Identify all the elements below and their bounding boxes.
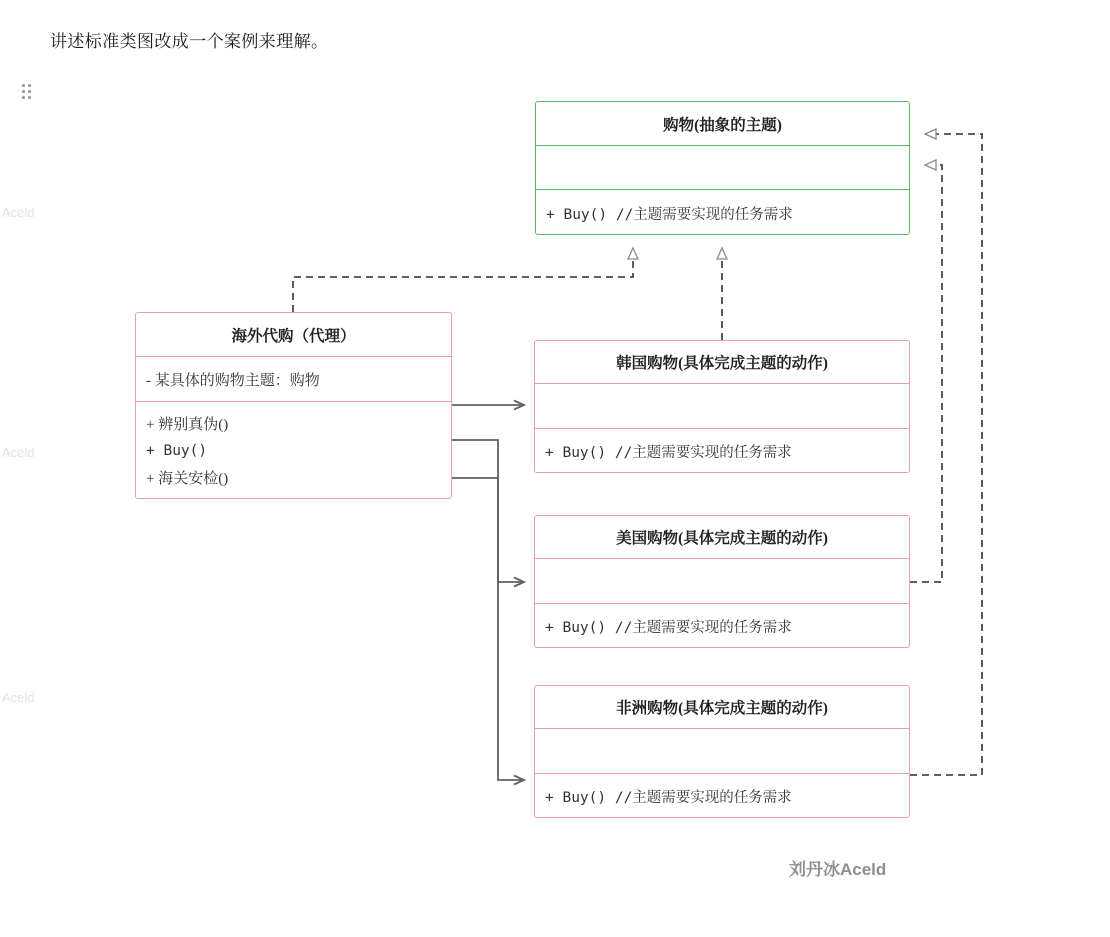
class-box-usa-shopping[interactable] <box>534 515 910 648</box>
class-attributes-compartment <box>535 729 909 774</box>
page-title: 讲述标准类图改成一个案例来理解。 <box>50 32 329 51</box>
class-operation: + 辨别真伪() <box>146 417 229 433</box>
watermark: Aceld <box>2 445 35 460</box>
class-box-overseas-agent[interactable] <box>135 312 452 499</box>
class-attribute: - 某具体的购物主题：购物 <box>136 357 451 402</box>
class-operation: + Buy() <box>146 442 208 459</box>
class-operation: + Buy() //主题需要实现的任务需求 <box>545 445 792 461</box>
drag-handle-icon[interactable] <box>22 84 34 102</box>
class-title: 购物(抽象的主题) <box>536 102 909 146</box>
class-operation: + Buy() //主题需要实现的任务需求 <box>545 790 792 806</box>
class-operations-compartment <box>136 402 451 498</box>
class-operation: + Buy() //主题需要实现的任务需求 <box>545 620 792 636</box>
class-attributes-compartment <box>536 146 909 190</box>
watermark: Aceld <box>2 690 35 705</box>
class-title: 海外代购（代理） <box>136 313 451 357</box>
author-signature: 刘丹冰Aceld <box>789 860 887 879</box>
class-title: 韩国购物(具体完成主题的动作) <box>535 341 909 384</box>
class-attributes-compartment <box>535 384 909 429</box>
class-operation: + 海关安检() <box>146 471 229 487</box>
class-box-shopping[interactable] <box>535 101 910 235</box>
class-attributes-compartment <box>535 559 909 604</box>
class-operation: + Buy() //主题需要实现的任务需求 <box>546 206 793 223</box>
class-title: 非洲购物(具体完成主题的动作) <box>535 686 909 729</box>
class-box-africa-shopping[interactable] <box>534 685 910 818</box>
class-box-korea-shopping[interactable] <box>534 340 910 473</box>
watermark: Aceld <box>2 205 35 220</box>
class-title: 美国购物(具体完成主题的动作) <box>535 516 909 559</box>
